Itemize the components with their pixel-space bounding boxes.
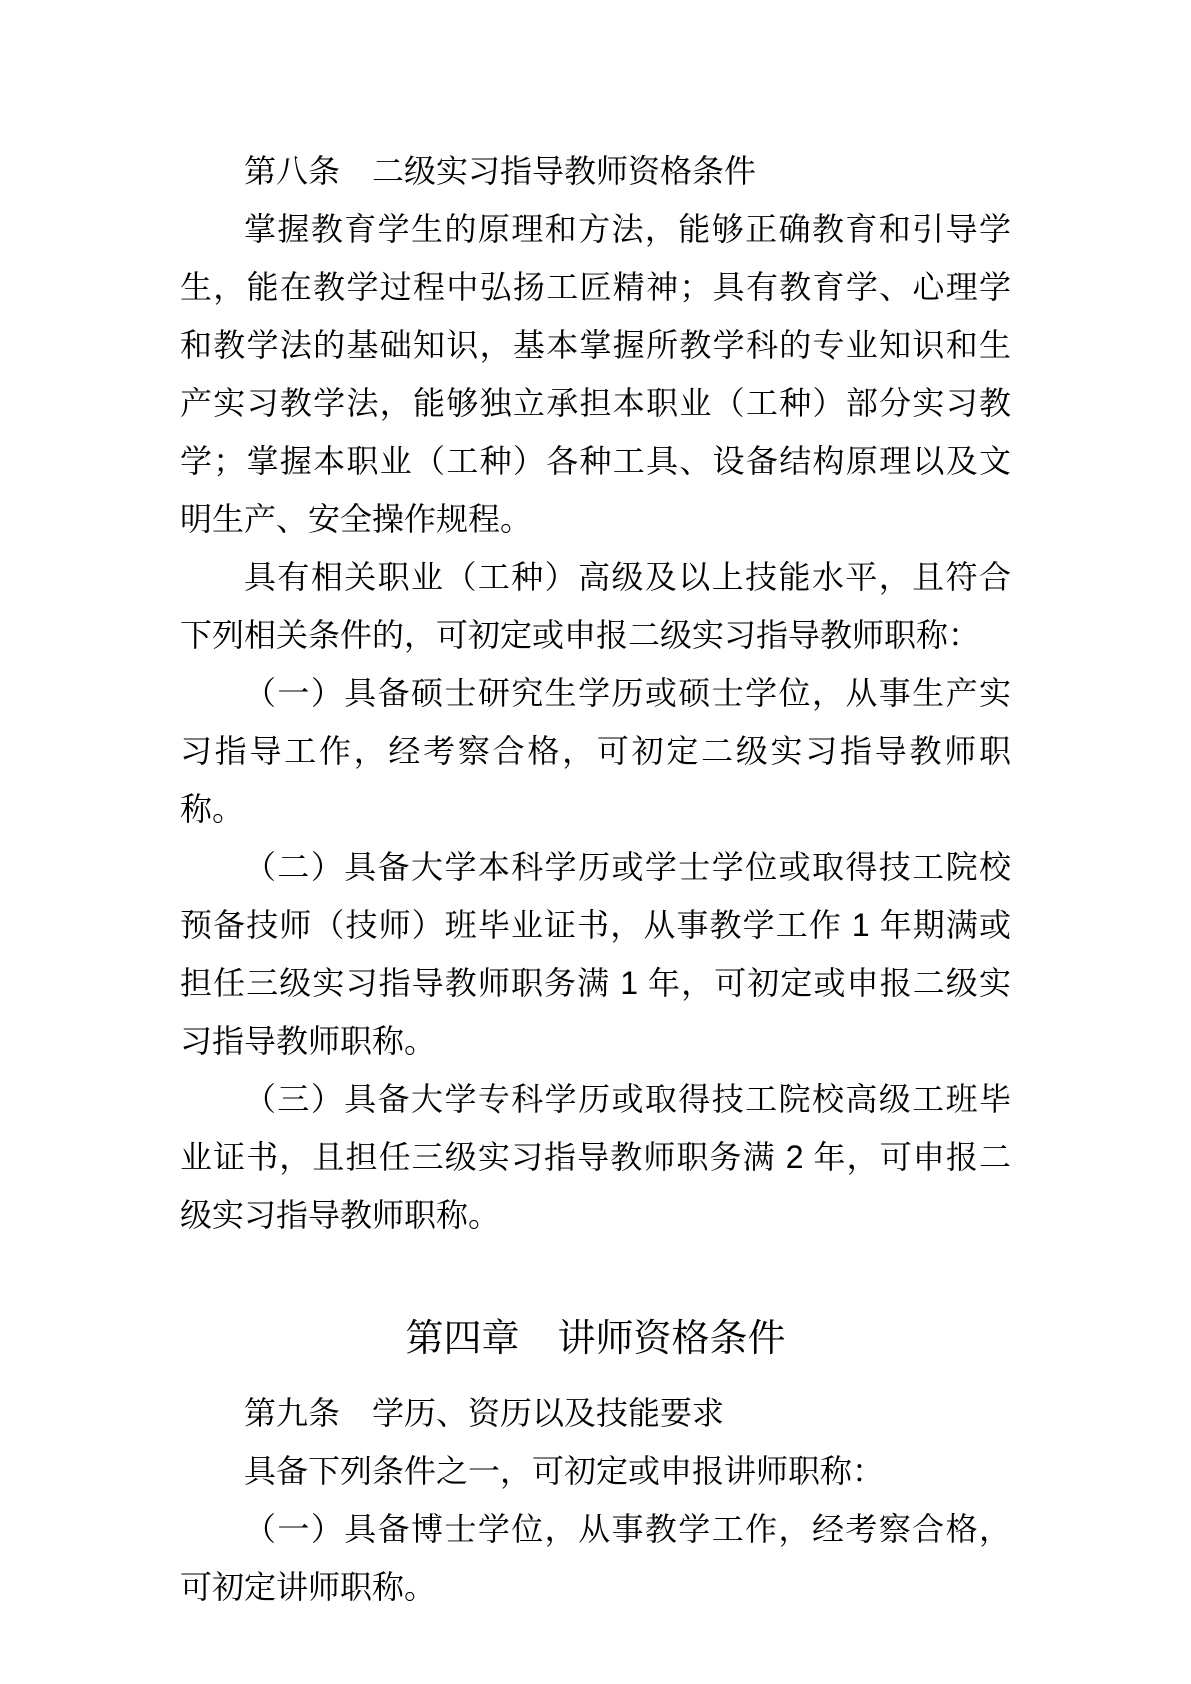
article-8-title-line: 第八条 二级实习指导教师资格条件 [244,153,757,189]
article-8-item-1-paragraph: （一）具备硕士研究生学历或硕士学位，从事生产实习指导工作，经考察合格，可初定二级实习指导教师职称。 [180,675,1011,827]
article-9-condition-intro-paragraph: 具备下列条件之一，可初定或申报讲师职称： [244,1453,885,1489]
article-8-requirements-paragraph: 掌握教育学生的原理和方法，能够正确教育和引导学生，能在教学过程中弘扬工匠精神；具有教育学、心理学和教学法的基础知识，基本掌握所教学科的专业知识和生产实习教学法，能够独立承担本职业（工种）部分实习教学；掌握本职业（工种）各种工具、设备结构原理以及文明生产、安全操作规程。 [180,211,1011,537]
document-body [180,142,1011,1616]
article-8-condition-intro-paragraph: 具有相关职业（工种）高级及以上技能水平，且符合下列相关条件的，可初定或申报二级实习指导教师职称： [180,559,1011,653]
article-8-item-3-paragraph: （三）具备大学专科学历或取得技工院校高级工班毕业证书，且担任三级实习指导教师职务满 2 年，可申报二级实习指导教师职称。 [180,1081,1011,1233]
article-9-title-line: 第九条 学历、资历以及技能要求 [244,1395,725,1431]
chapter-4-heading: 第四章 讲师资格条件 [405,1318,786,1360]
article-8-item-2-paragraph: （二）具备大学本科学历或学士学位或取得技工院校预备技师（技师）班毕业证书，从事教学工作 1 年期满或担任三级实习指导教师职务满 1 年，可初定或申报二级实习指导教师职称。 [180,849,1011,1059]
article-9-item-1-paragraph: （一）具备博士学位，从事教学工作，经考察合格，可初定讲师职称。 [180,1511,1011,1605]
